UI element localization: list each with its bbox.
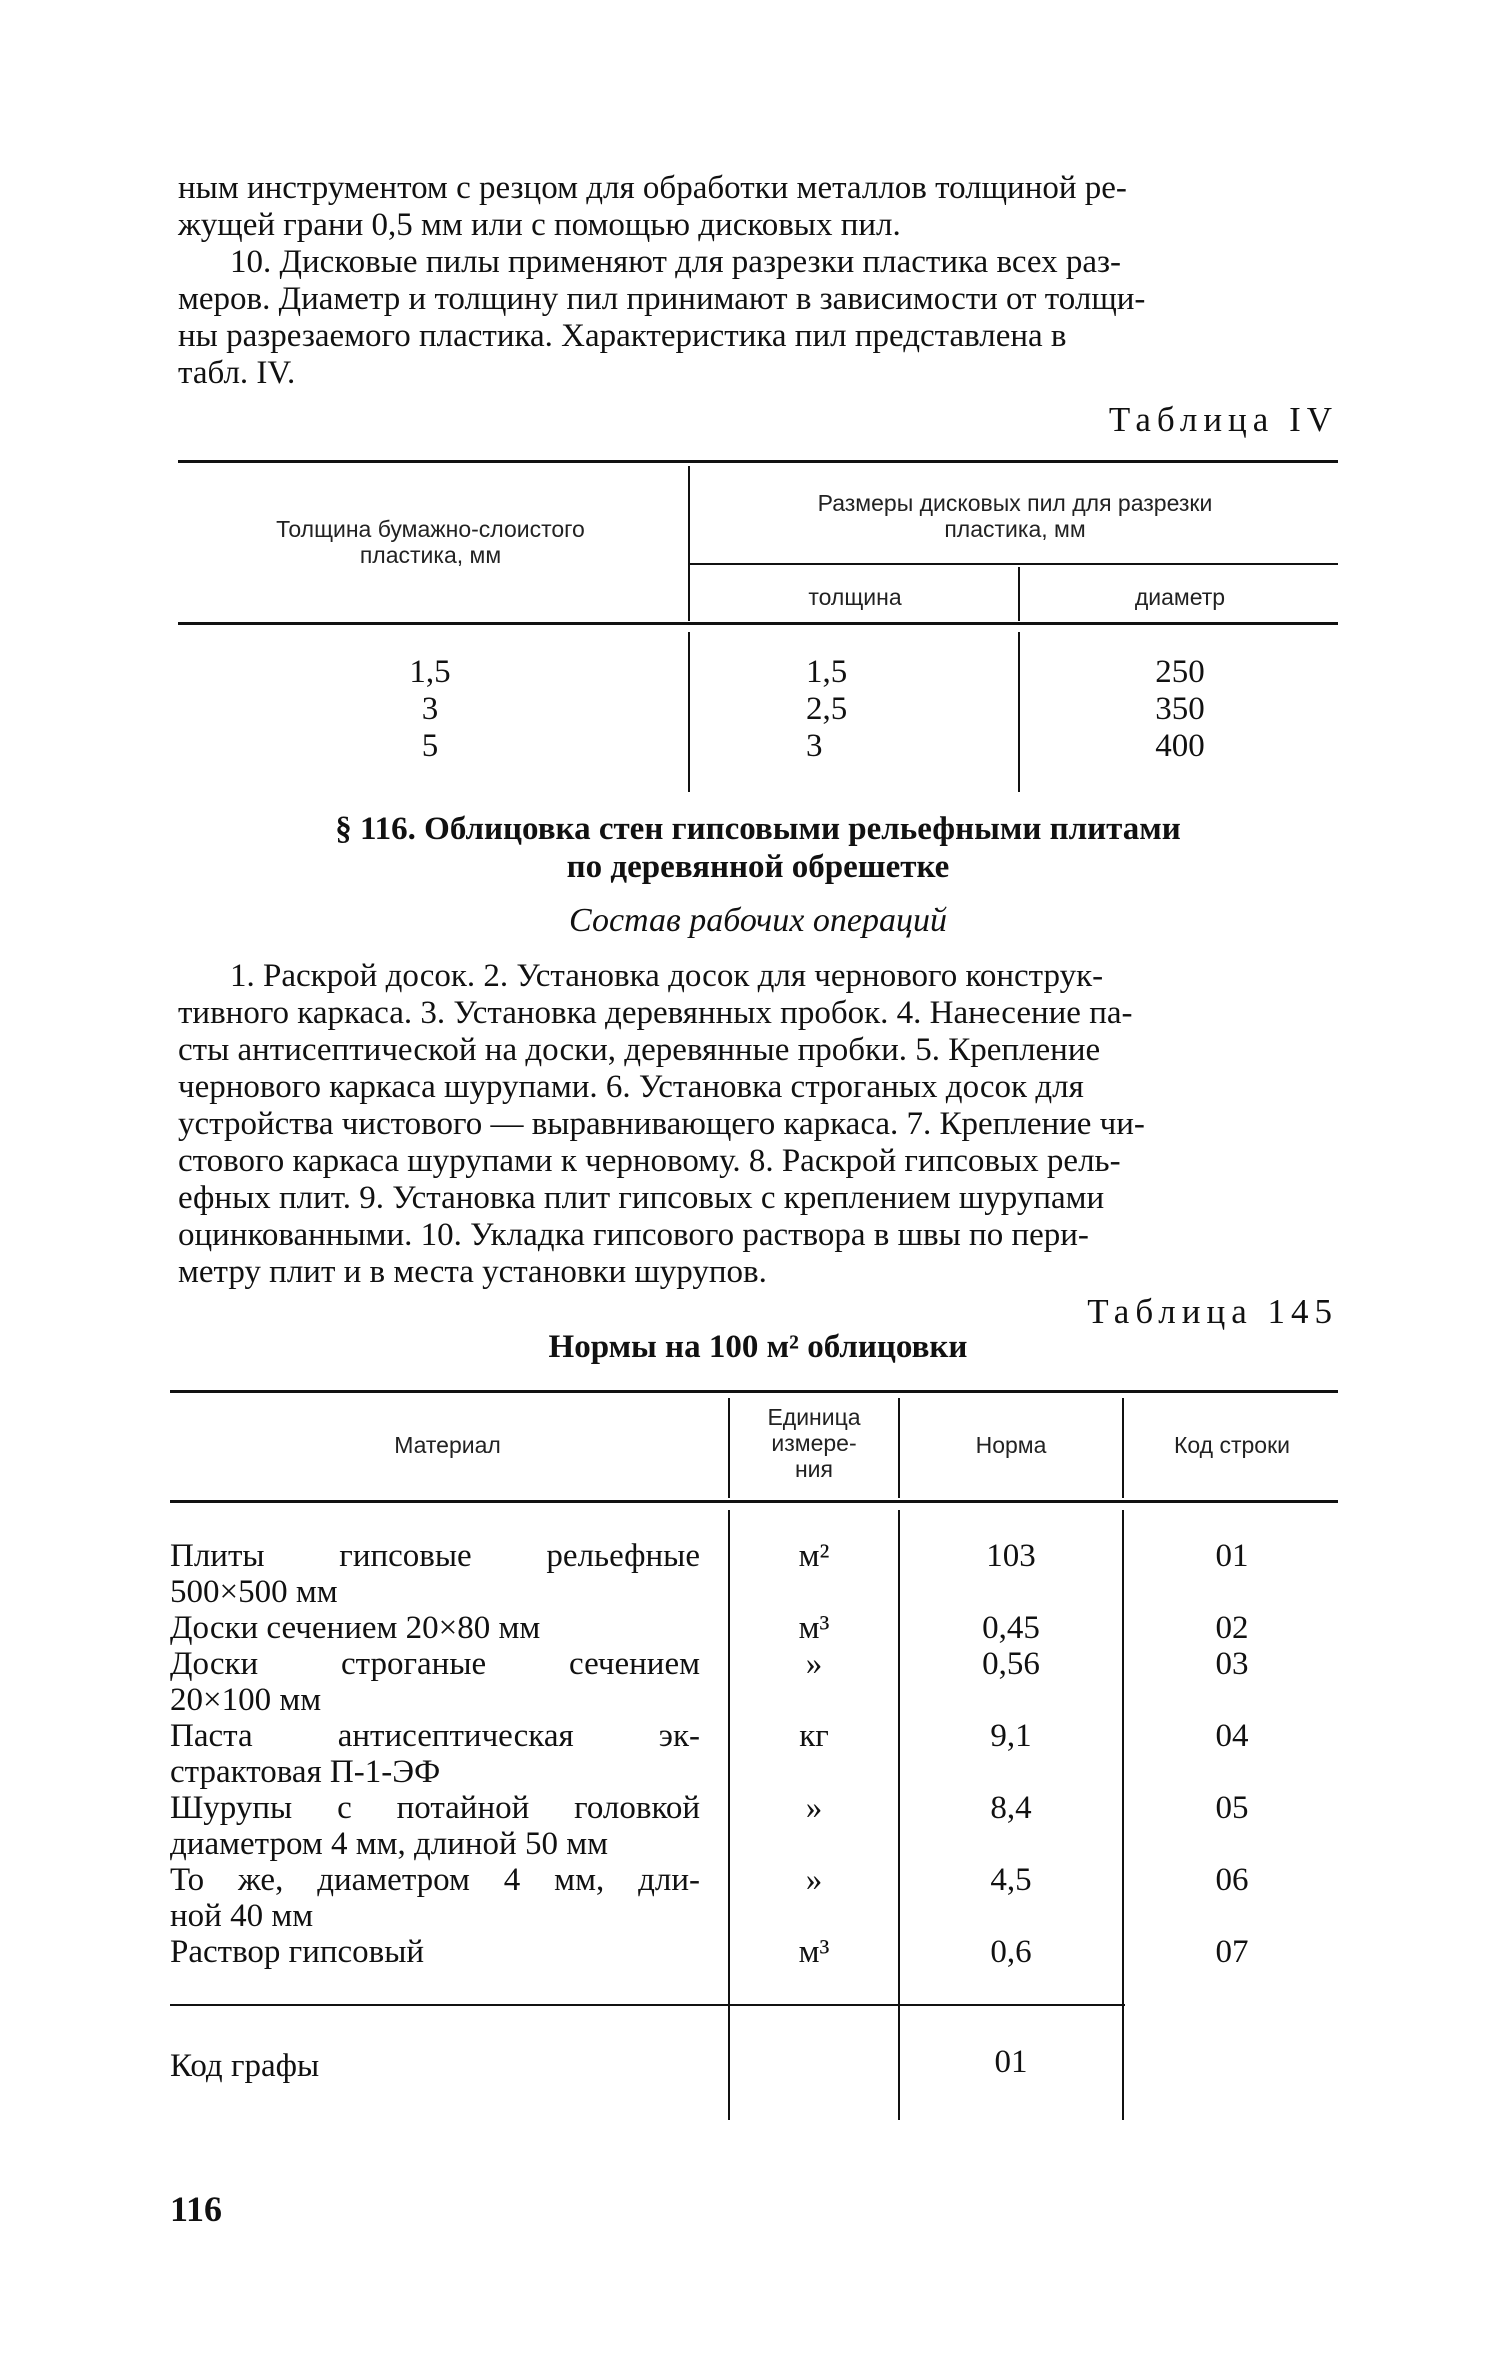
table-row bbox=[170, 1934, 700, 1970]
table-row bbox=[170, 1610, 700, 1646]
material-cell: диаметром 4 мм, длиной 50 мм bbox=[170, 1826, 608, 1862]
unit-cell: кг bbox=[799, 1718, 829, 1754]
header-line: измере- bbox=[771, 1430, 857, 1456]
column-header-code: Код строки bbox=[1173, 1432, 1291, 1458]
table-rule bbox=[728, 1510, 730, 2120]
table-column bbox=[806, 654, 1006, 765]
material-cell: Шурупы с потайной головкой bbox=[170, 1790, 700, 1826]
text-line: устройства чистового — выравнивающего каркаса. 7. Крепление чи- bbox=[178, 1106, 1145, 1142]
footer-value: 01 bbox=[994, 2044, 1028, 2080]
table-row bbox=[170, 1718, 700, 1790]
header-line: Размеры дисковых пил для разрезки bbox=[817, 490, 1213, 516]
column-header-norm: Норма bbox=[975, 1432, 1047, 1458]
text-line: меров. Диаметр и толщину пил принимают в зависимости от толщи- bbox=[178, 281, 1146, 317]
unit-cell: » bbox=[805, 1790, 823, 1826]
table-rule bbox=[728, 1398, 730, 1498]
code-cell: 02 bbox=[1215, 1610, 1249, 1646]
subheader-thickness: толщина bbox=[808, 584, 902, 610]
table-rule bbox=[170, 1390, 1338, 1393]
table-cell: 400 bbox=[1155, 728, 1205, 764]
text-line: жущей грани 0,5 мм или с помощью дисковых пил. bbox=[178, 207, 901, 243]
material-cell: Паста антисептическая эк- bbox=[170, 1718, 700, 1754]
material-cell: То же, диаметром 4 мм, дли- bbox=[170, 1862, 700, 1898]
subheader-diameter: диаметр bbox=[1134, 584, 1226, 610]
column-header-unit bbox=[732, 1404, 896, 1482]
table-145-caption: Таблица 145 bbox=[1087, 1292, 1338, 1331]
table-row bbox=[170, 1646, 700, 1718]
column-header bbox=[178, 516, 683, 568]
unit-cell: м³ bbox=[798, 1934, 830, 1970]
table-cell: 3 bbox=[421, 691, 439, 727]
table-row bbox=[170, 1862, 700, 1934]
table-cell: 1,5 bbox=[409, 654, 451, 690]
table-rule bbox=[898, 1398, 900, 1498]
text-line: 1. Раскрой досок. 2. Установка досок для чернового конструк- bbox=[230, 958, 1104, 994]
table-rule bbox=[1122, 1398, 1124, 1498]
text-line: ны разрезаемого пластика. Характеристика пил представлена в bbox=[178, 318, 1067, 354]
norm-cell: 9,1 bbox=[990, 1718, 1032, 1754]
table-rule bbox=[170, 1500, 1338, 1503]
material-cell: Доски строганые сечением bbox=[170, 1646, 700, 1682]
material-cell: страктовая П-1-ЭФ bbox=[170, 1754, 441, 1790]
table-rule bbox=[898, 1510, 900, 2120]
text-line: ным инструментом с резцом для обработки металлов толщиной ре- bbox=[178, 170, 1127, 206]
header-line: пластика, мм bbox=[944, 516, 1086, 542]
section-subtitle: Состав рабочих операций bbox=[569, 902, 947, 939]
table-rule bbox=[690, 563, 1338, 565]
unit-cell: м² bbox=[798, 1538, 830, 1574]
material-cell: Доски сечением 20×80 мм bbox=[170, 1610, 541, 1646]
text-line: 10. Дисковые пилы применяют для разрезки пластика всех раз- bbox=[230, 244, 1122, 280]
table-rule bbox=[178, 622, 1338, 625]
code-cell: 04 bbox=[1215, 1718, 1249, 1754]
table-rule bbox=[1122, 1510, 1124, 2120]
text-line: ефных плит. 9. Установка плит гипсовых с креплением шурупами bbox=[178, 1180, 1105, 1216]
code-cell: 05 bbox=[1215, 1790, 1249, 1826]
code-cell: 06 bbox=[1215, 1862, 1249, 1898]
table-rule bbox=[178, 460, 1338, 463]
material-cell: Плиты гипсовые рельефные bbox=[170, 1538, 700, 1574]
group-header bbox=[695, 490, 1335, 542]
text-line: табл. IV. bbox=[178, 355, 296, 391]
unit-cell: » bbox=[805, 1862, 823, 1898]
header-line: Единица bbox=[767, 1404, 861, 1430]
table-rule bbox=[1018, 632, 1020, 792]
header-line: ния bbox=[794, 1456, 833, 1482]
text-line: оцинкованными. 10. Укладка гипсового раствора в швы по пери- bbox=[178, 1217, 1089, 1253]
table-rule bbox=[170, 2004, 1125, 2006]
table-cell: 5 bbox=[421, 728, 439, 764]
material-cell: Раствор гипсовый bbox=[170, 1934, 425, 1970]
text-line: стового каркаса шурупами к черновому. 8. Раскрой гипсовых рель- bbox=[178, 1143, 1121, 1179]
unit-cell: » bbox=[805, 1646, 823, 1682]
table-cell: 250 bbox=[1155, 654, 1205, 690]
unit-cell: м³ bbox=[798, 1610, 830, 1646]
norm-cell: 0,6 bbox=[990, 1934, 1032, 1970]
footer-label: Код графы bbox=[170, 2048, 320, 2084]
code-cell: 03 bbox=[1215, 1646, 1249, 1682]
header-line: пластика, мм bbox=[359, 542, 502, 568]
norm-cell: 0,45 bbox=[982, 1610, 1040, 1646]
material-cell: 500×500 мм bbox=[170, 1574, 338, 1610]
intro-paragraph bbox=[178, 170, 1338, 392]
norm-cell: 103 bbox=[986, 1538, 1036, 1574]
section-title bbox=[178, 810, 1338, 886]
table-column bbox=[1022, 654, 1338, 765]
table-145-title: Нормы на 100 м² облицовки bbox=[548, 1329, 968, 1365]
code-cell: 07 bbox=[1215, 1934, 1249, 1970]
title-line: по деревянной обрешетке bbox=[566, 849, 950, 885]
text-line: метру плит и в места установки шурупов. bbox=[178, 1254, 767, 1290]
table-rule bbox=[688, 466, 690, 621]
table-row bbox=[170, 1538, 700, 1610]
table-column bbox=[180, 654, 680, 765]
page-number: 116 bbox=[170, 2189, 223, 2229]
table-row bbox=[170, 1790, 700, 1862]
table-cell: 3 bbox=[806, 728, 823, 764]
table-iv-caption: Таблица IV bbox=[1108, 400, 1338, 439]
norm-cell: 0,56 bbox=[982, 1646, 1040, 1682]
table-cell: 350 bbox=[1155, 691, 1205, 727]
material-cell: ной 40 мм bbox=[170, 1898, 314, 1934]
text-line: сты антисептической на доски, деревянные пробки. 5. Крепление bbox=[178, 1032, 1101, 1068]
code-cell: 01 bbox=[1215, 1538, 1249, 1574]
title-line: § 116. Облицовка стен гипсовыми рельефными плитами bbox=[335, 811, 1181, 847]
norm-cell: 8,4 bbox=[990, 1790, 1032, 1826]
table-rule bbox=[1018, 567, 1020, 621]
text-line: чернового каркаса шурупами. 6. Установка строганых досок для bbox=[178, 1069, 1084, 1105]
text-line: тивного каркаса. 3. Установка деревянных пробок. 4. Нанесение па- bbox=[178, 995, 1133, 1031]
operations-paragraph bbox=[178, 958, 1338, 1291]
column-header-material: Материал bbox=[394, 1432, 501, 1458]
header-line: Толщина бумажно-слоистого bbox=[276, 516, 585, 542]
table-rule bbox=[688, 632, 690, 792]
norm-cell: 4,5 bbox=[990, 1862, 1032, 1898]
table-cell: 2,5 bbox=[806, 691, 848, 727]
material-cell: 20×100 мм bbox=[170, 1682, 322, 1718]
table-cell: 1,5 bbox=[806, 654, 848, 690]
